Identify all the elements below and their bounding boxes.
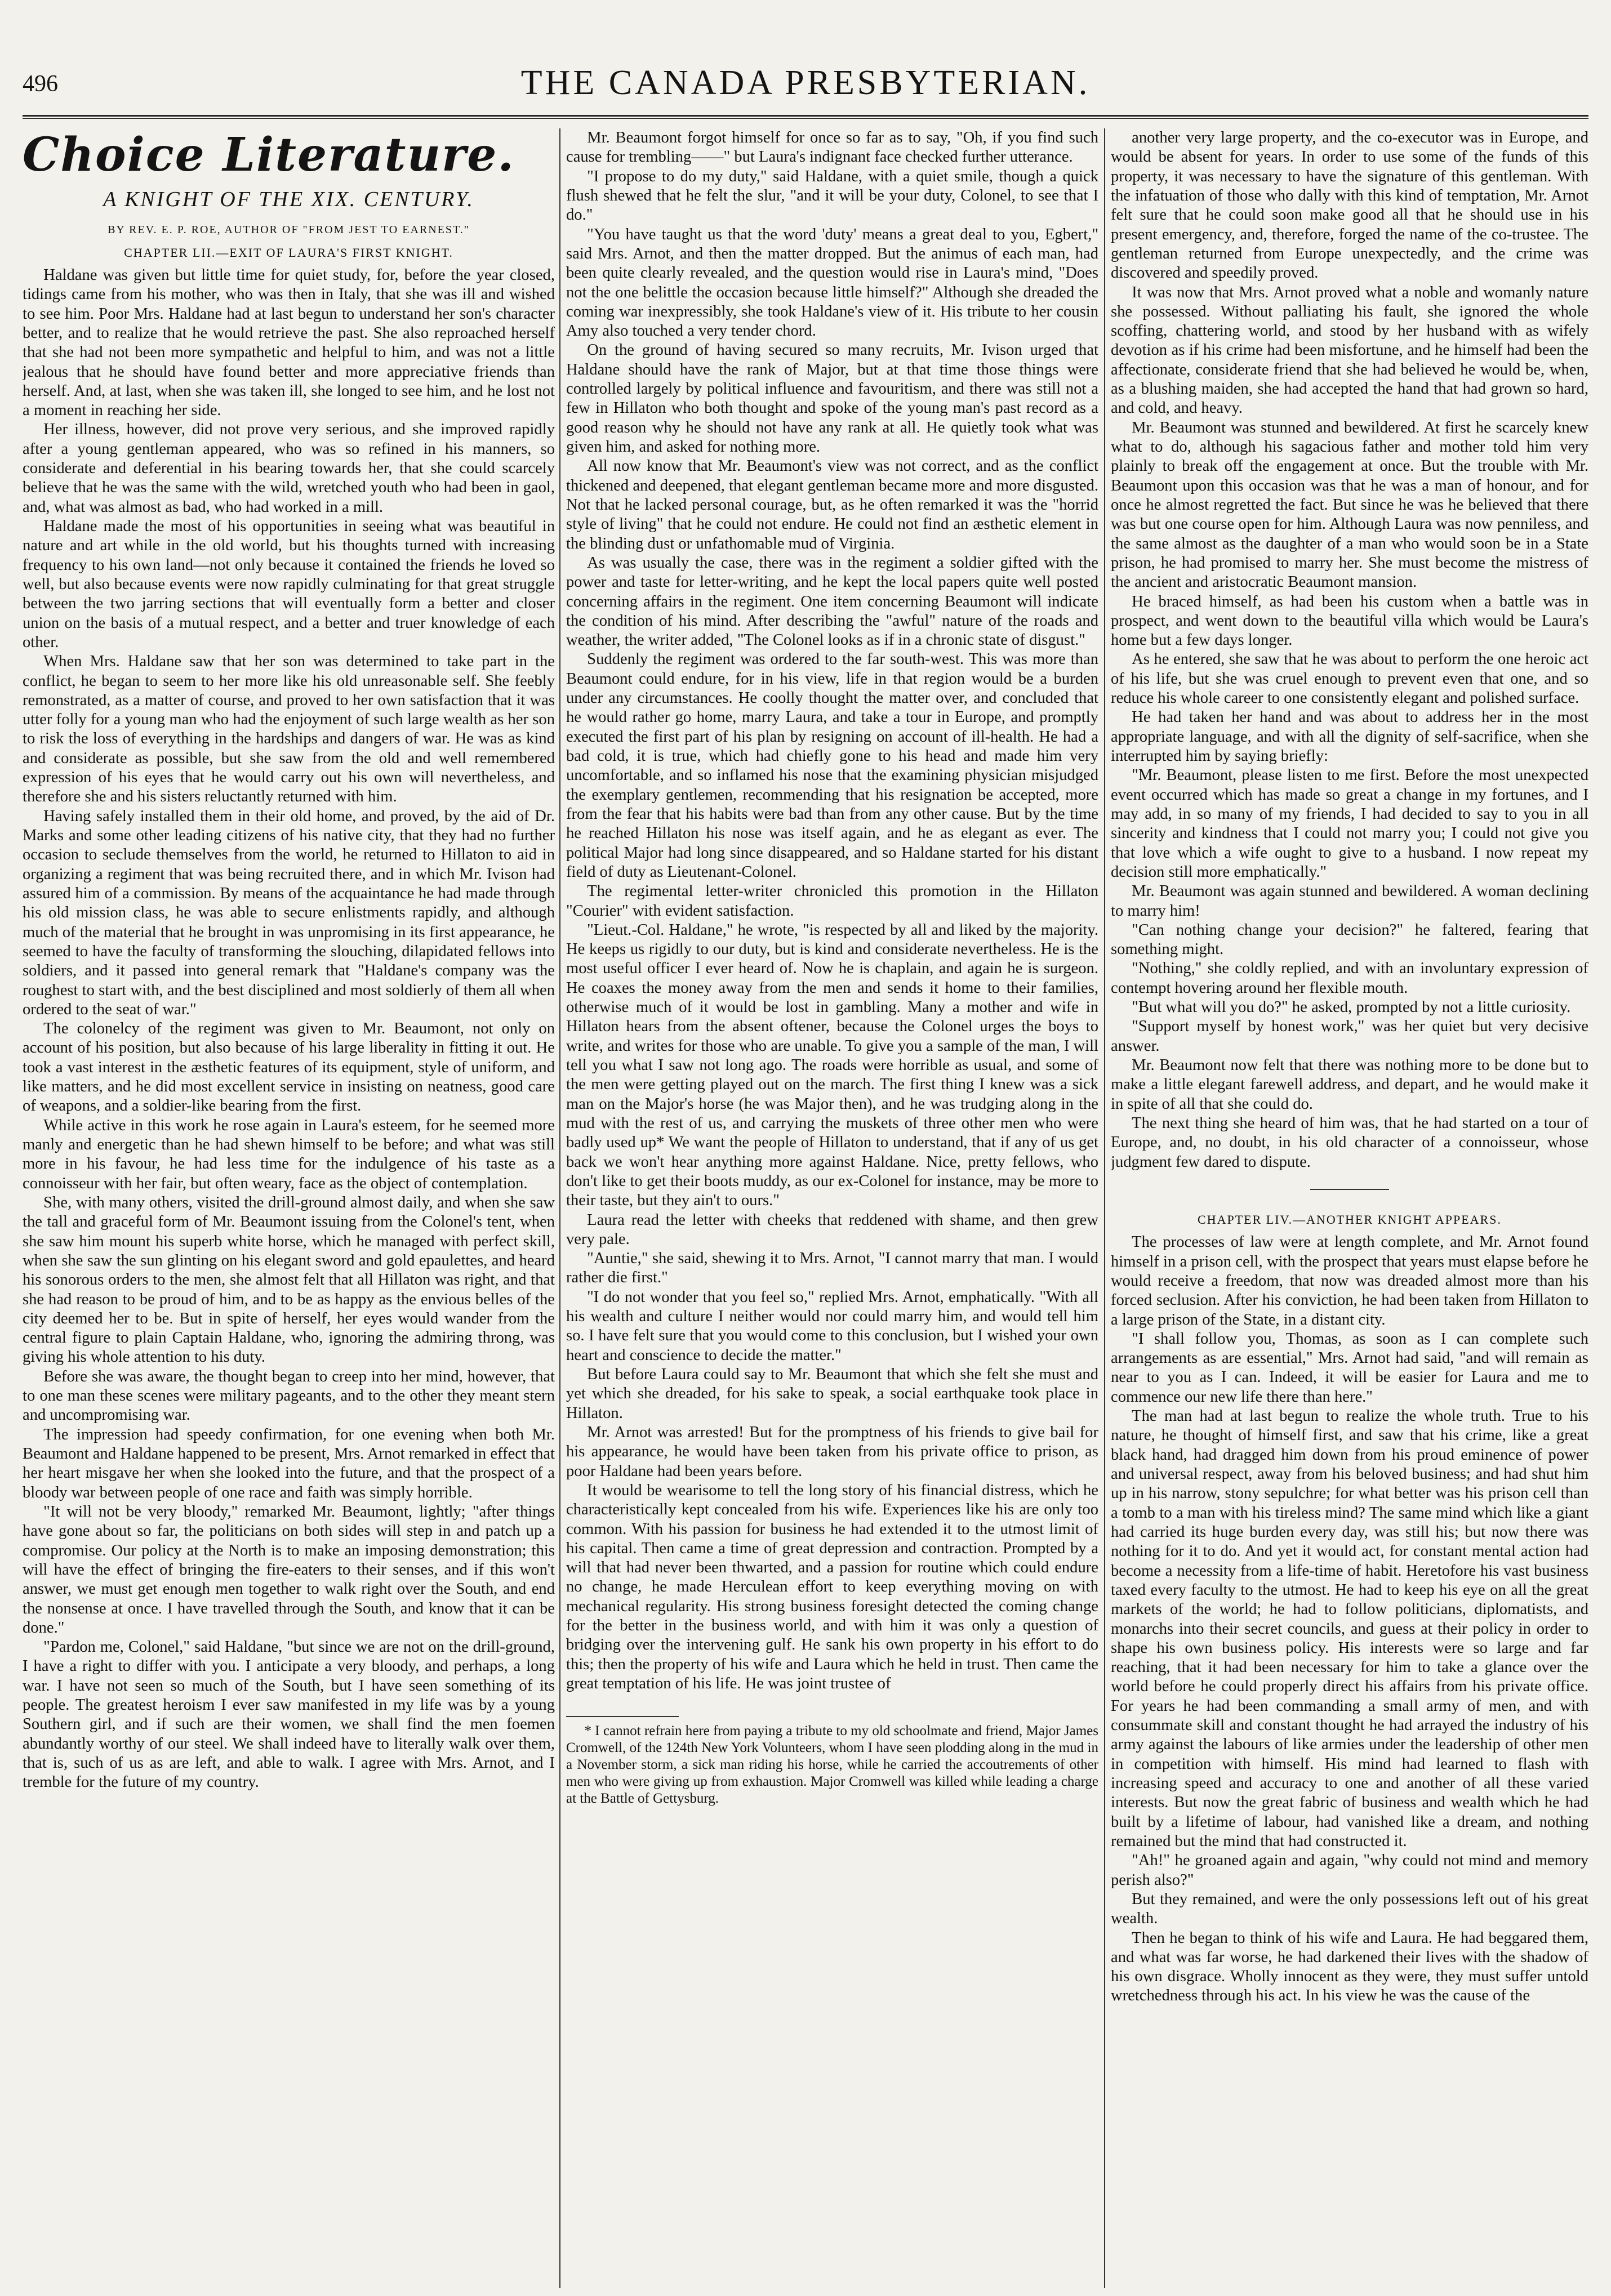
paragraph: "Ah!" he groaned again and again, "why could not mind and memory perish also?" (1111, 1852, 1588, 1889)
paragraph: On the ground of having secured so many recruits, Mr. Ivison urged that Haldane should have the rank of Major, but at that time those things were controlled largely by political influence and favouritism, and there was still not a few in Hillaton who both thought and spoke of the young man's past record as a good reason why he should not have any rank at all. He quietly took what was given him, and asked for nothing more. (566, 341, 1098, 456)
paragraph: The next thing she heard of him was, that he had started on a tour of Europe, and, no doubt, in his old character of a connoisseur, whose judgment few dared to dispute. (1111, 1114, 1588, 1171)
column-divider (1104, 128, 1105, 2288)
paragraph: The processes of law were at length complete, and Mr. Arnot found himself in a prison cell, with the prospect that years must elapse before he would receive a freedom, that now was dreaded almost more than his forced seclusion. After his conviction, he had been taken from Hillaton to a large prison of the State, in a distant city. (1111, 1233, 1588, 1328)
paragraph: As was usually the case, there was in the regiment a soldier gifted with the power and taste for letter-writing, and he kept the local papers quite well posted concerning affairs in the regiment. One item concerning Beaumont will indicate the condition of his mind. After describing the "awful" nature of the roads and weather, the writer added, "The Colonel looks as if in a chronic state of disgust." (566, 554, 1098, 649)
paragraph: Before she was aware, the thought began to creep into her mind, however, that to one man these scenes were military pageants, and to the other they meant stern and uncompromising war. (23, 1367, 555, 1424)
paragraph: Mr. Beaumont now felt that there was nothing more to be done but to make a little elegant farewell address, and depart, and he would make it in spite of all that she could do. (1111, 1056, 1588, 1113)
paragraph: "Support myself by honest work," was her quiet but very decisive answer. (1111, 1018, 1588, 1055)
paragraph: "It will not be very bloody," remarked Mr. Beaumont, lightly; "after things have gone about so far, the politicians on both sides will step in and patch up a compromise. Our policy at the North is to make an imposing demonstration; this will have the effect of bringing the fire-eaters to their senses, and if this won't answer, we must get enough men together to walk right over the South, and end the nonsense at once. I have travelled through the South, and know that it can be done." (23, 1503, 555, 1637)
paragraph: He braced himself, as had been his custom when a battle was in prospect, and went down to the beautiful villa which would be Laura's home but a few days longer. (1111, 592, 1588, 649)
column-2 (566, 128, 1098, 2291)
column-divider (559, 128, 560, 2288)
paragraph: "Mr. Beaumont, please listen to me first. Before the most unexpected event occurred which has made so great a change in my fortunes, and I may add, in so many of my friends, I had decided to say to you in all sincerity and kindness that I could not marry you; I could not give you that love which a wife ought to give to a husband. I now repeat my decision still more emphatically." (1111, 766, 1588, 881)
paragraph: But they remained, and were the only possessions left out of his great wealth. (1111, 1890, 1588, 1928)
chapter-heading: CHAPTER LII.—EXIT OF LAURA'S FIRST KNIGHT. (124, 245, 453, 260)
column-1-body (23, 266, 555, 1793)
paragraph: Mr. Arnot was arrested! But for the promptness of his friends to give bail for his appearance, he would have been taken from his private office to prison, as poor Haldane had been years before. (566, 1423, 1098, 1480)
paragraph: All now know that Mr. Beaumont's view was not correct, and as the conflict thickened and deepened, that elegant gentleman became more and more disgusted. Not that he lacked personal courage, but, as he often remarked it was the "horrid style of living" that he could not endure. He could not find an æsthetic element in the blinding dust or unfathomable mud of Virginia. (566, 457, 1098, 552)
paragraph: Mr. Beaumont was stunned and bewildered. At first he scarcely knew what to do, although his sagacious father and mother told him very plainly to break off the engagement at once. But the trouble with Mr. Beaumont upon this occasion was that he was a man of honour, and for once he almost regretted the fact. But since he was he believed that there was but one course open for him. Although Laura was now penniless, and the same almost as the daughter of a man who would soon be in a State prison, he had promised to marry her. She must become the mistress of the ancient and aristocratic Beaumont mansion. (1111, 418, 1588, 591)
paragraph: Suddenly the regiment was ordered to the far south-west. This was more than Beaumont could endure, for in his view, life in that region would be a burden under any circumstances. He coolly thought the matter over, and concluded that he would rather go home, marry Laura, and take a tour in Europe, and promptly executed the first part of his plan by resigning on account of ill-health. He had a bad cold, it is true, which had chiefly gone to his head and made him very uncomfortable, and so inflamed his nose that the examining physician misjudged the exemplary gentlemen, recommending that his resignation be accepted, more from the fear that his habits were bad than from any other cause. But by the time he reached Hillaton his nose was itself again, and he as elegant as ever. The political Major had long since disappeared, and so Haldane started for his distant field of duty as Lieutenant-Colonel. (566, 650, 1098, 881)
masthead: THE CANADA PRESBYTERIAN. (520, 64, 1091, 102)
footnote-text: * I cannot refrain here from paying a tribute to my old schoolmate and friend, Major James Cromwell, of the 124th New York Volunteers, whom I have seen plodding along in the mud in a November storm, a sick man riding his horse, while he carried the accoutrements of other men who were giving up from exhaustion. Major Cromwell was killed while leading a charge at the Battle of Gettysburg. (566, 1723, 1098, 1807)
column-2-body (566, 128, 1098, 1693)
paragraph: Then he began to think of his wife and Laura. He had beggared them, and what was far worse, he had darkened their lives with the shadow of his own disgrace. Wholly innocent as they were, they must suffer untold wretchedness through his act. In his view he was the cause of the (1111, 1929, 1588, 2005)
paragraph: Having safely installed them in their old home, and proved, by the aid of Dr. Marks and some other leading citizens of his native city, that they had no further occasion to seclude themselves from the world, he returned to Hillaton to aid in organizing a regiment that was being recruited there, and in which Mr. Ivison had assured him of a commission. By means of the acquaintance he had made through his old mission class, he was able to secure enlistments rapidly, and although much of the material that he brought in was unpromising in its first appearance, he seemed to have the faculty of transforming the slouching, dilapidated fellows into soldiers, and it passed into general remark that "Haldane's company was the roughest to start with, and the best disciplined and most soldierly of them all when ordered to the seat of war." (23, 807, 555, 1018)
paragraph: The colonelcy of the regiment was given to Mr. Beaumont, not only on account of his position, but also because of his large liberality in fitting it out. He took a vast interest in the æsthetic features of its equipment, style of uniform, and like matters, and he did most excellent service in insisting on neatness, good care of weapons, and a soldier-like bearing from the first. (23, 1020, 555, 1115)
paragraph: The man had at last begun to realize the whole truth. True to his nature, he thought of himself first, and saw that his crime, like a great black hand, had dragged him down from his proud eminence of power and universal respect, away from his beloved business; and had shut him up in his narrow, stony sepulchre; for what better was his prison cell than a tomb to a man with his tireless mind? The same mind which like a giant had carried its huge burden every day, was still his; but now there was nothing for it to do. And yet it would act, for constant mental action had become a necessity from a life-time of habit. Heretofore his vast business taxed every faculty to the utmost. He had to keep his eye on all the great markets of the world; he had to follow politicians, diplomatists, and monarchs into their secret councils, and guess at their policy in order to shape his own business policy. His interests were so large and far reaching, that it had been necessary for him to take a glance over the world before he could properly direct his affairs from his private office. For years he had been commanding a small army of men, and with consummate skill and constant thought he had arrayed the industry of his army against the labours of like armies under the leadership of other men in competition with himself. His mind had learned to flash with increasing speed and accuracy to one and another of all these varied interests. But now the great fabric of business and wealth which he had built by a lifetime of labour, had vanished like a dream, and nothing remained but the mind that had constructed it. (1111, 1407, 1588, 1850)
paragraph: "Pardon me, Colonel," said Haldane, "but since we are not on the drill-ground, I have a right to differ with you. I anticipate a very bloody, and perhaps, a long war. I have not seen so much of the South, but I have seen something of its people. The greatest heroism I ever saw manifested in my life was by a young Southern girl, and if such are their women, we shall find the men foemen abundantly worthy of our steel. We shall indeed have to literally walk over them, that is, such of us as are left, and able to walk. I agree with Mrs. Arnot, and I tremble for the future of my country. (23, 1638, 555, 1791)
paragraph: "I shall follow you, Thomas, as soon as I can complete such arrangements as are essential," Mrs. Arnot had said, "and will remain as near to you as I can. Indeed, it will be easier for Laura and me to commence our new life there than here." (1111, 1330, 1588, 1406)
paragraph: "Nothing," she coldly replied, and with an involuntary expression of contempt hovering around her flexible mouth. (1111, 960, 1588, 997)
footnote (566, 1723, 1098, 1807)
paragraph: He had taken her hand and was about to address her in the most appropriate language, and with all the dignity of self-sacrifice, when she interrupted him by saying briefly: (1111, 708, 1588, 765)
paragraph: The regimental letter-writer chronicled this promotion in the Hillaton "Courier" with evident satisfaction. (566, 882, 1098, 920)
paragraph: "Can nothing change your decision?" he faltered, fearing that something might. (1111, 921, 1588, 958)
byline: BY REV. E. P. ROE, AUTHOR OF "FROM JEST TO EARNEST." (108, 223, 470, 236)
paragraph: It was now that Mrs. Arnot proved what a noble and womanly nature she possessed. Without palliating his fault, she ignored the whole scoffing, chattering world, and stood by her husband with as wifely devotion as if his crime had been misfortune, and he himself had been the affectionate, considerate friend that she had believed he would be, when, as a blushing maiden, she had accepted the hand that had grown so hard, and cold, and heavy. (1111, 283, 1588, 417)
paragraph: "But what will you do?" he asked, prompted by not a little curiosity. (1132, 998, 1571, 1017)
paragraph: another very large property, and the co-executor was in Europe, and would be absent for years. In order to use some of the funds of this property, it was necessary to have the signature of this gentleman. With the infatuation of those who dally with this kind of temptation, Mr. Arnot felt sure that he could soon make good all that he should use in his present emergency, and, therefore, forged the name of the co-trustee. The gentleman returned from Europe unexpectedly, and the crime was discovered and speedily proved. (1111, 129, 1588, 282)
paragraph: "Lieut.-Col. Haldane," he wrote, "is respected by all and liked by the majority. He keeps us rigidly to our duty, but is kind and considerate nevertheless. He is the most useful officer I ever heard of. Now he is chaplain, and again he is surgeon. He coaxes the money away from the men and sends it home to their families, otherwise much of it would be lost in gambling. Many a mother and wife in Hillaton hears from the absent oftener, because the Colonel urges the boys to write, and writes for those who are unable. To give you a sample of the man, I will tell you what I saw not long ago. The roads were horrible as usual, and some of the men were getting played out on the march. The first thing I knew was a sick man on the Major's horse (he was Major then), and he was trudging along in the mud with the rest of us, and carrying the muskets of three other men who were badly used up* We want the people of Hillaton to understand, that if any of us get back we won't hear anything more against Haldane. Nice, pretty fellows, who don't like to get their boots muddy, as our ex-Colonel for instance, may be more to their taste, but they ain't to ours." (566, 921, 1098, 1210)
paragraph: "I propose to do my duty," said Haldane, with a quiet smile, though a quick flush shewed that he felt the slur, "and it will be your duty, Colonel, to see that I do." (566, 167, 1098, 224)
paragraph: She, with many others, visited the drill-ground almost daily, and when she saw the tall and graceful form of Mr. Beaumont issuing from the Colonel's tent, when she saw him mount his superb white horse, which he managed with perfect skill, when she saw the sun glinting on his elegant sword and gold epaulettes, and heard his sonorous orders to the men, she almost felt that all Hillaton was right, and that she had reason to be proud of him, and to be as happy as the envious belles of the city deemed her to be. But in spite of herself, her eyes would wander from the central figure to plain Captain Haldane, who, ignoring the admiring throng, was giving his whole attention to his duty. (23, 1193, 555, 1366)
paragraph: As he entered, she saw that he was about to perform the one heroic act of his life, but she was cruel enough to prevent even that one, and so reduce his whole career to one consistently elegant and polished surface. (1111, 650, 1588, 707)
section-title: Choice Literature. (23, 128, 515, 182)
page-number: 496 (23, 71, 58, 97)
header-rule (23, 115, 1588, 119)
paragraph: "Auntie," she said, shewing it to Mrs. Arnot, "I cannot marry that man. I would rather die first." (566, 1250, 1098, 1287)
paragraph: Haldane made the most of his opportunities in seeing what was beautiful in nature and art while in the old world, but his thoughts turned with increasing frequency to his own land—not only because it contained the friends he loved so well, but also because events were now rapidly culminating for that great struggle between the two jarring sections that will eventually form a better and closer union on the basis of a mutual respect, and a better and truer knowledge of each other. (23, 518, 555, 651)
paragraph: "I do not wonder that you feel so," replied Mrs. Arnot, emphatically. "With all his wealth and culture I neither would nor could marry him, and would tell him so. I have felt sure that you would come to this conclusion, but I wished your own heart and conscience to decide the matter." (566, 1288, 1098, 1364)
column-3 (1111, 128, 1588, 2291)
paragraph: Mr. Beaumont forgot himself for once so far as to say, "Oh, if you find such cause for trembling——" but Laura's indignant face checked further utterance. (566, 129, 1098, 166)
chapter-rule (1310, 1189, 1389, 1190)
column-1 (23, 128, 555, 2291)
paragraph: Laura read the letter with cheeks that reddened with shame, and then grew very pale. (566, 1211, 1098, 1248)
paragraph: Haldane was given but little time for quiet study, for, before the year closed, tidings came from his mother, who was then in Italy, that she was ill and wished to see him. Poor Mrs. Haldane had at last begun to understand her son's character better, and to realize that he would retrieve the past. She also reproached herself that she had not been more sympathetic and helpful to him, and was not a little jealous that he should have found better and more appreciative friends than herself. And, at last, when she was taken ill, she longed to see him, and he lost not a moment in reaching her side. (23, 266, 555, 420)
column-3-body-b (1111, 1233, 1588, 2006)
paragraph: When Mrs. Haldane saw that her son was determined to take part in the conflict, he began to seem to her more like his old unreasonable self. She feebly remonstrated, as a matter of course, and proved to her own satisfaction that it was utter folly for a young man who had the enjoyment of such large wealth as her son to risk the loss of everything in the hardships and dangers of war. He was as kind and considerate as possible, but she saw from the old and well remembered expression of his eyes that he would carry out his own will nevertheless, and therefore she and his sisters reluctantly returned with him. (23, 653, 555, 806)
paragraph: Mr. Beaumont was again stunned and bewildered. A woman declining to marry him! (1111, 882, 1588, 920)
column-3-body-a (1111, 128, 1588, 1172)
paragraph: It would be wearisome to tell the long story of his financial distress, which he characteristically kept concealed from his wife. Experiences like his are only too common. With his passion for business he had extended it to the utmost limit of his capital. Then came a time of great depression and contraction. Prompted by a will that had never been thwarted, and a passion for routine which could endure no change, he made Herculean effort to keep everything moving on with mechanical regularity. His strong business foresight detected the coming change for the better in the business world, and with him it was only a question of bridging over the intervening gulf. He sank his own property in his effort to do this; then the property of his wife and Laura which he held in trust. Then came the great temptation of his life. He was joint trustee of (566, 1481, 1098, 1692)
paragraph: "You have taught us that the word 'duty' means a great deal to you, Egbert," said Mrs. Arnot, and then the matter dropped. But the animus of each man, had been quite clearly revealed, and the question would rise in Laura's mind, "Does not the one belittle the occasion because little himself?" Although she dreaded the coming war inexpressibly, she took Haldane's view of it. His tribute to her cousin Amy also touched a very tender chord. (566, 225, 1098, 340)
paragraph: The impression had speedy confirmation, for one evening when both Mr. Beaumont and Haldane happened to be present, Mrs. Arnot remarked in effect that her heart misgave her when she looked into the future, and that the prospect of a bloody war between people of one race and faith was simply horrible. (23, 1425, 555, 1501)
story-title: A KNIGHT OF THE XIX. CENTURY. (103, 188, 474, 211)
chapter-heading: CHAPTER LIV.—ANOTHER KNIGHT APPEARS. (1198, 1212, 1502, 1227)
footnote-rule (566, 1716, 679, 1717)
paragraph: While active in this work he rose again in Laura's esteem, for he seemed more manly and energetic than he had shewn himself to be before; and what was still more in his favour, he had less time for the indulgence of his taste as a connoisseur with her fair, but often weary, face as the object of contemplation. (23, 1116, 555, 1192)
paragraph: But before Laura could say to Mr. Beaumont that which she felt she must and yet which she dreaded, for his sake to speak, a social earthquake took place in Hillaton. (566, 1366, 1098, 1422)
paragraph: Her illness, however, did not prove very serious, and she improved rapidly after a young gentleman appeared, who was so refined in his manners, so considerate and deferential in his bearing towards her, that she could scarcely believe that he was the same with the wild, wretched youth who had been in gaol, and, what was almost as bad, who had worked in a mill. (23, 421, 555, 516)
